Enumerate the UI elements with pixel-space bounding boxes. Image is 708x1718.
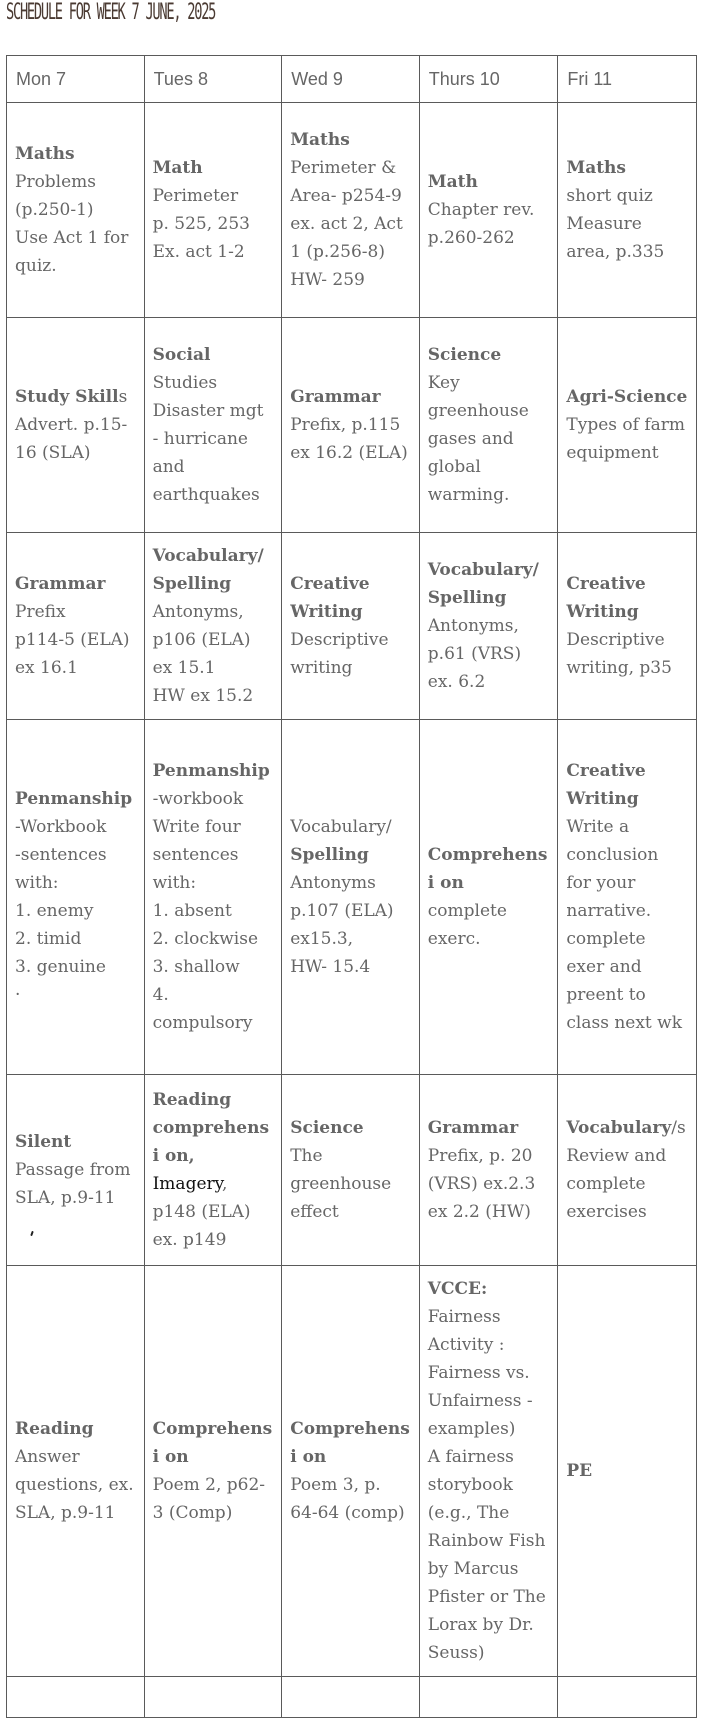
cell-subject-line (153, 154, 274, 182)
cell-subject-line (153, 341, 274, 369)
cell-subject: Social (152, 345, 211, 365)
cell-line: 2. clockwise (152, 929, 259, 949)
cell-subject: Grammar (15, 574, 106, 594)
cell-subject-line (566, 570, 688, 626)
cell-line: p148 (ELA) (152, 1202, 251, 1222)
cell-subject-suffix: s (118, 387, 128, 407)
cell-subject-line (428, 341, 550, 369)
cell-line: ex. 6.2 (427, 672, 486, 692)
cell-line: Write four sentences with: (152, 817, 241, 893)
table-row (7, 720, 697, 1075)
cell-line: Antonyms, p.61 (VRS) (427, 616, 522, 664)
schedule-cell (7, 1075, 145, 1266)
cell-line: ex. p149 (152, 1230, 227, 1250)
cell-subject: Grammar (427, 1118, 519, 1138)
cell-subject: Spelling (290, 845, 369, 865)
cell-subject-line (566, 757, 688, 813)
day-header-thurs: Thurs 10 (419, 56, 558, 103)
cell-subject: Maths (566, 158, 626, 178)
cell-line: HW- 15.4 (290, 957, 371, 977)
schedule-cell-empty (7, 1677, 145, 1718)
cell-subject: Science (427, 345, 502, 365)
cell-line: ex 15.1 (152, 658, 216, 678)
cell-line: Write a conclusion for your narrative. (566, 817, 659, 921)
cell-subject-line (290, 383, 411, 411)
cell-subject-line (428, 556, 550, 612)
cell-line: The greenhouse effect (290, 1146, 392, 1222)
cell-subject-line (153, 542, 274, 598)
cell-line: Key greenhouse gases and global warming. (427, 373, 529, 505)
table-row (7, 103, 697, 318)
cell-subject-line (428, 168, 550, 196)
cell-subject: Vocabulary/ Spelling (427, 560, 539, 608)
cell-line: Studies (152, 373, 218, 393)
cell-subject: Comprehensi on (427, 845, 548, 893)
schedule-cell (144, 1266, 282, 1677)
cell-subject-line (290, 841, 411, 869)
cell-subject: Study Skill (15, 387, 119, 407)
schedule-cell (558, 1075, 697, 1266)
schedule-cell (144, 720, 282, 1075)
cell-line: Types of farm equipment (566, 415, 685, 463)
cell-highlight-line (153, 1170, 274, 1198)
cell-line: p.107 (ELA) (290, 901, 394, 921)
schedule-cell (7, 533, 145, 720)
cell-line: Chapter rev. (427, 200, 535, 220)
cell-line: (p.250-1) (15, 200, 94, 220)
day-header-mon: Mon 7 (7, 56, 145, 103)
cell-line: ex 16.2 (ELA) (290, 443, 408, 463)
cell-line: Prefix, p. 20 (VRS) ex.2.3 (427, 1146, 536, 1194)
cell-line: Disaster mgt - hurricane and earthquakes (152, 401, 264, 505)
cell-line: -Workbook (15, 817, 107, 837)
cell-subject: Creative Writing (290, 574, 370, 622)
schedule-cell (419, 318, 558, 533)
cell-line: Passage from SLA, p.9-11 (15, 1160, 131, 1208)
cell-line: Descriptive writing, p35 (566, 630, 672, 678)
day-header-tues: Tues 8 (144, 56, 282, 103)
cell-subject: Vocabulary/ Spelling (152, 546, 264, 594)
schedule-cell (7, 720, 145, 1075)
cell-subject-line (428, 841, 550, 897)
schedule-cell (419, 720, 558, 1075)
table-row (7, 1075, 697, 1266)
schedule-cell (558, 533, 697, 720)
cell-subject-line (428, 1275, 550, 1303)
cell-subject-line (15, 140, 136, 168)
cell-line: Perimeter (152, 186, 239, 206)
cell-subject-suffix: /s (671, 1118, 686, 1138)
cell-subject-line (15, 383, 136, 411)
cell-line: Answer questions, ex. SLA, p.9-11 (15, 1447, 134, 1523)
cell-subject: Penmanship (152, 761, 270, 781)
cell-subject-line (15, 570, 136, 598)
cell-subject-line (290, 1415, 411, 1471)
schedule-cell-empty (282, 1677, 420, 1718)
cell-line: HW ex 15.2 (152, 686, 254, 706)
cell-line: ex 16.1 (15, 658, 78, 678)
cell-line: Measure area, p.335 (566, 214, 665, 262)
cell-subject: Maths (15, 144, 75, 164)
cell-line: -sentences with: (15, 845, 107, 893)
cell-line: p114-5 (ELA) (15, 630, 130, 650)
cell-subject-line (566, 1114, 688, 1142)
schedule-cell (419, 1075, 558, 1266)
cell-subject-line (566, 1457, 688, 1485)
schedule-cell-empty (419, 1677, 558, 1718)
cell-line: Problems (15, 172, 97, 192)
cell-line: 1. enemy (15, 901, 94, 921)
cell-subject: Creative Writing (566, 574, 646, 622)
cell-line: Perimeter & Area- p254-9 ex. act 2, Act 1 (p.256-8) (290, 158, 403, 262)
cell-subject: Maths (290, 130, 350, 150)
schedule-cell (282, 1266, 420, 1677)
cell-subject-line (15, 1415, 136, 1443)
schedule-body (7, 103, 697, 1718)
schedule-cell (419, 103, 558, 318)
schedule-cell (558, 720, 697, 1075)
cell-subject: Grammar (290, 387, 381, 407)
cell-line: complete exerc. (427, 901, 507, 949)
schedule-cell (7, 1266, 145, 1677)
schedule-cell (282, 1075, 420, 1266)
cell-subject: Comprehensi on (290, 1419, 410, 1467)
schedule-cell (419, 533, 558, 720)
cell-subject: Agri-Science (566, 387, 688, 407)
cell-subject: Science (290, 1118, 364, 1138)
schedule-cell-empty (558, 1677, 697, 1718)
table-row (7, 318, 697, 533)
schedule-cell-empty (144, 1677, 282, 1718)
cell-line: 1. absent (152, 901, 232, 921)
table-row (7, 533, 697, 720)
cell-subject: Math (427, 172, 478, 192)
cell-line: short quiz (566, 186, 653, 206)
day-header-wed: Wed 9 (282, 56, 420, 103)
cell-line: 4. compulsory (152, 985, 253, 1033)
cell-line: 2. timid (15, 929, 82, 949)
cell-subject-line (566, 383, 688, 411)
cell-subject-line (290, 1114, 411, 1142)
cell-line: A fairness storybook (e.g., The Rainbow Fish by Marcus Pfister or The Lorax by Dr. Seuss) (427, 1447, 546, 1663)
schedule-cell (282, 318, 420, 533)
cell-subject-line (153, 1086, 274, 1170)
cell-subject: VCCE: (427, 1279, 488, 1299)
schedule-cell (144, 103, 282, 318)
day-header-fri: Fri 11 (558, 56, 697, 103)
cell-line: ex 2.2 (HW) (427, 1202, 531, 1222)
cell-line: p. 525, 253 (152, 214, 250, 234)
cell-line: Prefix (15, 602, 66, 622)
schedule-table (6, 55, 697, 1718)
cell-subject-line (290, 126, 411, 154)
schedule-cell (419, 1266, 558, 1677)
table-row (7, 1266, 697, 1677)
cell-line: Ex. act 1-2 (152, 242, 245, 262)
cell-line: Descriptive writing (290, 630, 389, 678)
cell-subject-line (566, 154, 688, 182)
schedule-cell (558, 1266, 697, 1677)
schedule-cell (144, 1075, 282, 1266)
cell-prefix: Vocabulary/ (290, 817, 392, 837)
cell-subject: Math (152, 158, 203, 178)
cell-subject-line (15, 1128, 136, 1156)
cell-line: complete exer and preent to class next wk (566, 929, 683, 1033)
cell-line: Antonyms (290, 873, 376, 893)
cell-subject-line (290, 570, 411, 626)
cell-highlight: Imagery (152, 1174, 222, 1194)
cell-line: Review and complete exercises (566, 1146, 667, 1222)
cell-subject: Comprehensi on (152, 1419, 273, 1467)
cell-subject: PE (566, 1461, 593, 1481)
cell-line: Prefix, p.115 (290, 415, 401, 435)
cell-subject-line (153, 757, 274, 785)
schedule-cell (558, 318, 697, 533)
header-row (7, 56, 697, 103)
schedule-cell (282, 103, 420, 318)
cell-subject: Creative Writing (566, 761, 646, 809)
cell-line: p.260-262 (427, 228, 515, 248)
schedule-cell (282, 720, 420, 1075)
cell-line: -workbook (152, 789, 244, 809)
schedule-cell (144, 318, 282, 533)
cell-line: Fairness Activity : Fairness vs. Unfairness - examples) (427, 1307, 533, 1439)
schedule-cell (282, 533, 420, 720)
schedule-cell (7, 103, 145, 318)
cell-line: · (15, 985, 21, 1005)
cell-line: HW- 259 (290, 270, 365, 290)
page-title: SCHEDULE FOR WEEK 7 JUNE, 2025 (6, 0, 216, 25)
cell-subject-line (15, 785, 136, 813)
cell-line: Poem 3, p. 64-64 (comp) (290, 1475, 405, 1523)
cell-line: Poem 2, p62-3 (Comp) (152, 1475, 266, 1523)
cell-subject: Reading comprehensi on, (152, 1090, 270, 1166)
cell-highlight-suffix: , (221, 1174, 228, 1194)
cell-line: ex15.3, (290, 929, 354, 949)
cell-subject: Penmanship (15, 789, 133, 809)
table-row-empty (7, 1677, 697, 1718)
schedule-cell (144, 533, 282, 720)
schedule-cell (7, 318, 145, 533)
cell-line: Advert. p.15-16 (SLA) (15, 415, 128, 463)
cell-subject: Silent (15, 1132, 72, 1152)
cell-subject-line (153, 1415, 274, 1471)
cell-subject: Reading (15, 1419, 94, 1439)
cell-line: 3. genuine (15, 957, 106, 977)
cell-line: 3. shallow (152, 957, 240, 977)
cell-line: Antonyms, p106 (ELA) (152, 602, 251, 650)
cell-subject: Vocabulary (566, 1118, 672, 1138)
schedule-cell (558, 103, 697, 318)
cell-line: Use Act 1 for quiz. (15, 228, 129, 276)
cell-subject-line (428, 1114, 550, 1142)
